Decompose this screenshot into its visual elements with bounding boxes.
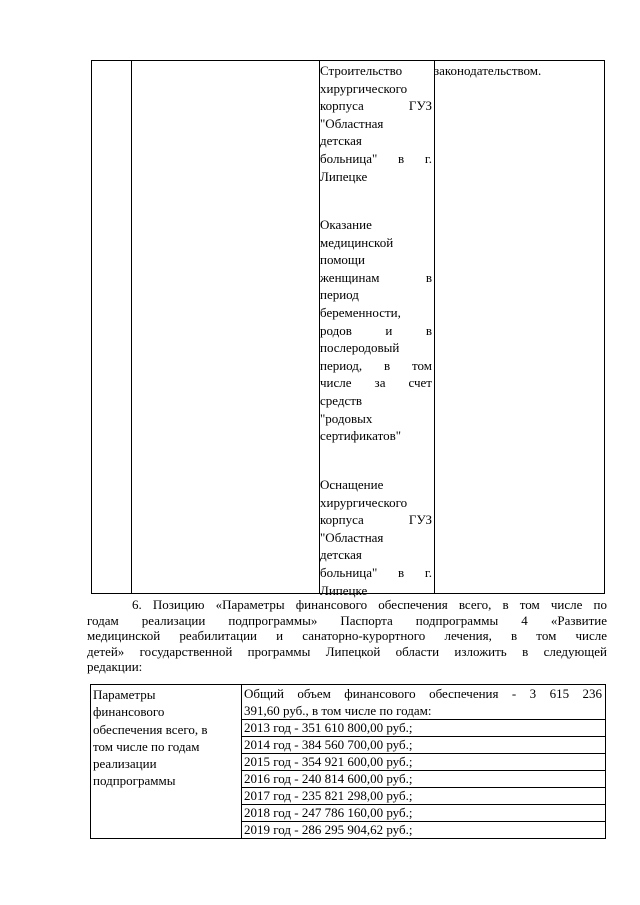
finance-label: Параметры финансового обеспечения всего, в том числе по годам реализации подпрограммы	[93, 687, 208, 789]
finance-year-2018: 2018 год - 247 786 160,00 руб.;	[244, 805, 413, 820]
finance-year-2019: 2019 год - 286 295 904,62 руб.;	[244, 822, 413, 837]
finance-year-2013: 2013 год - 351 610 800,00 руб.;	[244, 720, 413, 735]
table-finance-col-divider	[241, 685, 242, 838]
finance-total-line1: Общий объем финансового обеспечения - 3 615 236	[244, 686, 602, 701]
table-top-col-divider-1	[131, 61, 132, 593]
finance-year-2017: 2017 год - 235 821 298,00 руб.;	[244, 788, 413, 803]
finance-year-2014: 2014 год - 384 560 700,00 руб.;	[244, 737, 413, 752]
table-top-col-divider-3	[434, 61, 435, 593]
finance-total-line2: 391,60 руб., в том числе по годам:	[244, 703, 432, 718]
table-finance	[90, 684, 606, 839]
table-top-item-2: Оказание медицинской помощи женщинам в период беременности, родов и в послеродовый период, в том числе за счет средств "родовых сертификатов"	[320, 217, 432, 444]
finance-year-2016: 2016 год - 240 814 600,00 руб.;	[244, 771, 413, 786]
table-top-item-3: Оснащение хирургического корпуса ГУЗ "Областная детская больница" в г. Липецке	[320, 477, 432, 598]
table-top-item-1: Строительство хирургического корпуса ГУЗ "Областная детская больница" в г. Липецке	[320, 63, 432, 184]
table-top-col4-text: законодательством.	[434, 63, 542, 78]
amendment-paragraph: 6. Позицию «Параметры финансового обеспечения всего, в том числе по годам реализации подпрограммы» Паспорта подпрограммы 4 «Развитие медицинской реабилитации и санаторно-курортного лечения, в том числе детей» государственной программы Липецкой области изложить в следующей редакции:	[87, 597, 607, 674]
finance-year-2015: 2015 год - 354 921 600,00 руб.;	[244, 754, 413, 769]
